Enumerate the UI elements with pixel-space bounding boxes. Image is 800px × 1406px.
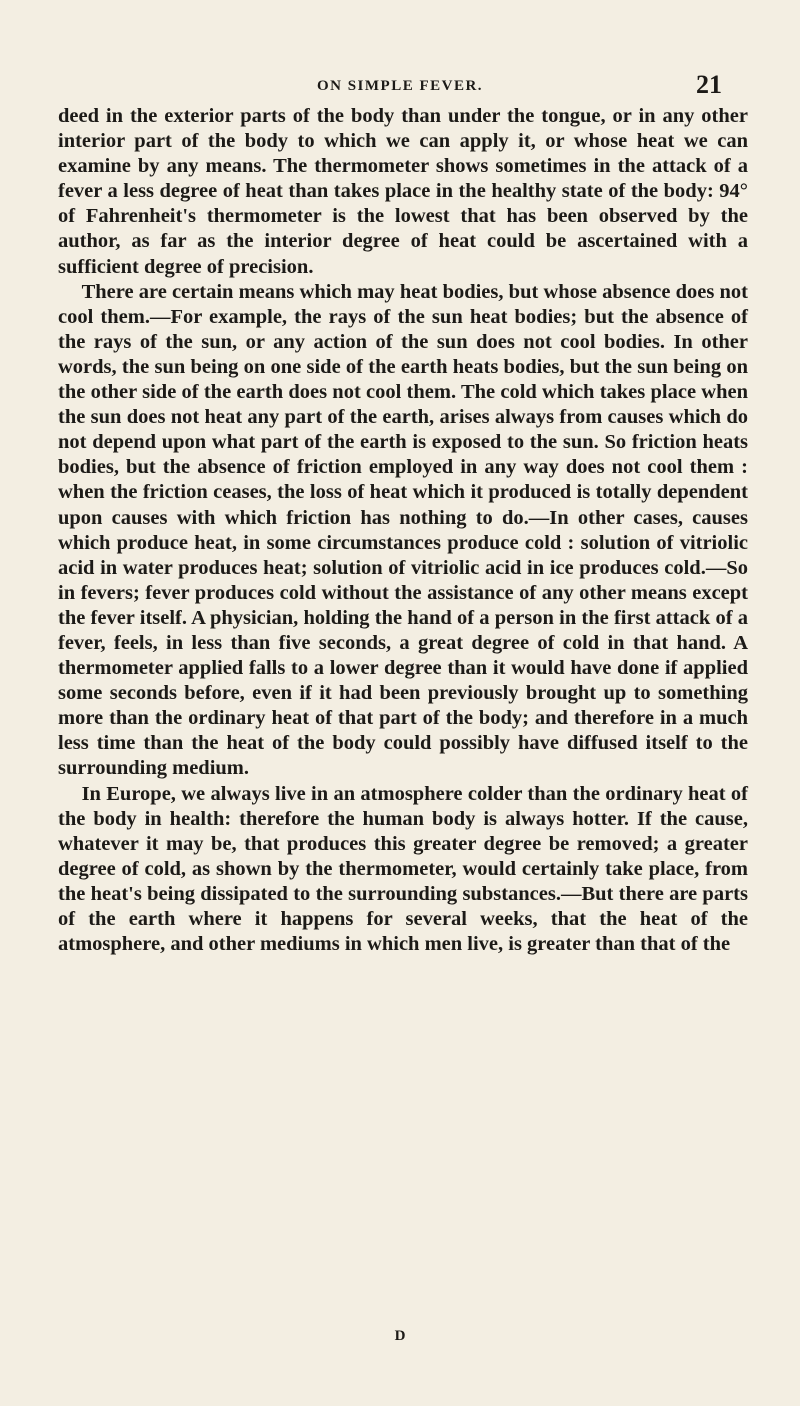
paragraph-europe: In Europe, we always live in an atmosphere colder than the ordinary heat of the body in health: therefore the human body is always hotter. If the cause, whatever it may be, that produces this greater degree be removed; a greater degree of cold, as shown by the thermometer, would certainly take place, from the heat's being dissipated to the surrounding substances.—But there are parts of the earth where it happens for several weeks, that the heat of the atmosphere, and other mediums in which men live, is greater than that of the xyxy=(58,782,748,956)
page-header xyxy=(0,66,800,99)
body-text xyxy=(58,104,748,957)
paragraph-continued: deed in the exterior parts of the body than under the tongue, or in any other interior part of the body to which we can apply it, or whose heat we can examine by any means. The thermometer shows sometimes in the attack of a fever a less degree of heat than takes place in the healthy state of the body: 94° of Fahrenheit's thermometer is the lowest that has been observed by the author, as far as the interior degree of heat could be ascertained with a sufficient degree of precision. xyxy=(58,105,748,278)
paragraph-heat-and-cold: There are certain means which may heat bodies, but whose absence does not cool them.—For example, the rays of the sun heat bodies; but the absence of the rays of the sun, or any action of the sun does not cool bodies. In other words, the sun being on one side of the earth heats bodies, but the sun being on the other side of the earth does not cool them. The cold which takes place when the sun does not heat any part of the earth, arises always from causes which do not depend upon what part of the earth is exposed to the sun. So friction heats bodies, but the absence of friction employed in any way does not cool them : when the friction ceases, the loss of heat which it produced is totally dependent upon causes with which friction has nothing to do.—In other cases, causes which produce heat, in some circumstances produce cold : solution of vitriolic acid in water produces heat; solution of vitriolic acid in ice produces cold.—So in fevers; fever produces cold without the assistance of any other means except the fever itself. A physician, holding the hand of a person in the first attack of a fever, feels, in less than five seconds, a great degree of cold in that hand. A thermometer applied falls to a lower degree than it would have done if applied some seconds before, even if it had been previously brought up to something more than the ordinary heat of that part of the body; and therefore in a much less time than the heat of the body could possibly have diffused itself to the surrounding medium. xyxy=(58,280,748,780)
signature-mark: D xyxy=(394,1328,406,1344)
running-head: ON SIMPLE FEVER. xyxy=(316,78,484,94)
page-number: 21 xyxy=(696,70,722,99)
